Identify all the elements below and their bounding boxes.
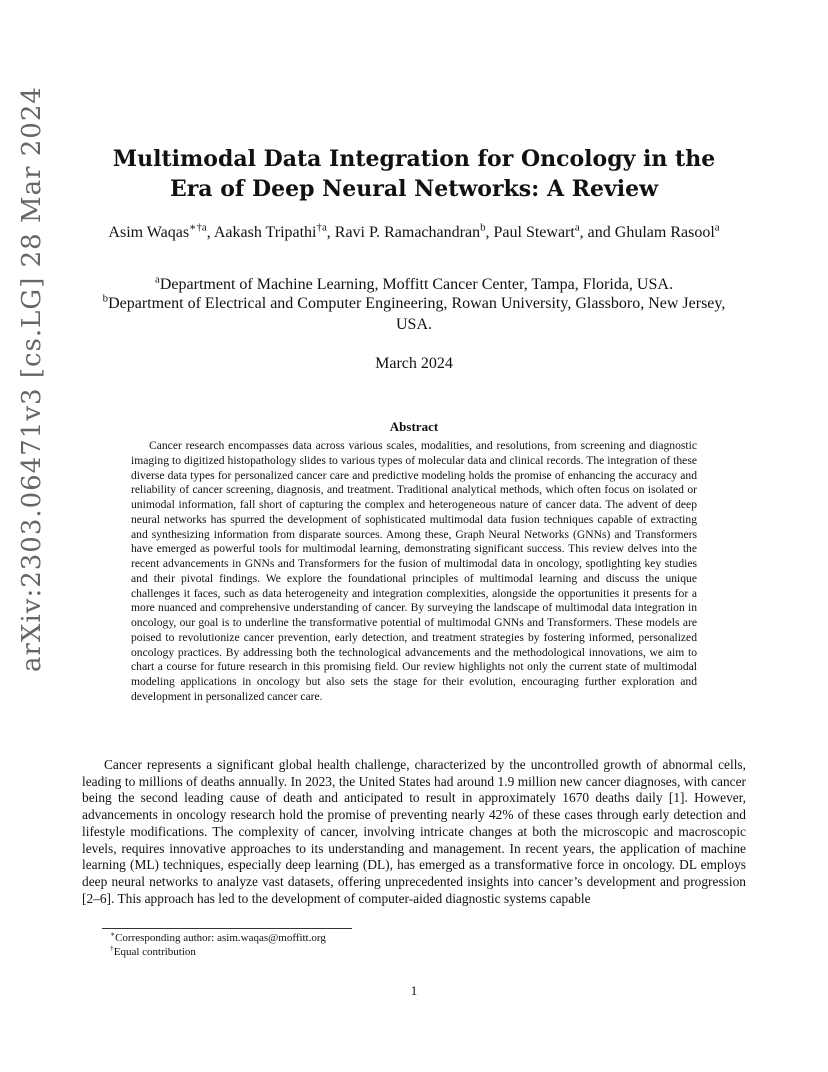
author-affiliation-mark: †a xyxy=(316,221,327,234)
author-name: Ravi P. Ramachandran xyxy=(334,224,481,241)
author-affiliation-mark: a xyxy=(714,221,720,234)
author-name: Paul Stewart xyxy=(493,224,575,241)
abstract-heading: Abstract xyxy=(389,419,439,434)
footnote-mark: † xyxy=(110,943,114,953)
affiliation-a xyxy=(90,274,738,295)
author-affiliation-mark: b xyxy=(480,221,486,234)
footnote-divider xyxy=(102,928,352,929)
author-list xyxy=(90,222,738,243)
author-affiliation-mark: a xyxy=(574,221,580,234)
footnote-text: Corresponding author: asim.waqas@moffitt.org xyxy=(115,932,326,944)
affiliation-mark: b xyxy=(102,292,109,305)
author-name: Asim Waqas xyxy=(108,224,190,241)
paper-title: Multimodal Data Integration for Oncology in the Era of Deep Neural Networks: A Review xyxy=(112,146,716,202)
author-separator: , xyxy=(206,224,214,241)
affiliation-text: Department of Machine Learning, Moffitt Cancer Center, Tampa, Florida, USA. xyxy=(159,276,673,293)
affiliation-b xyxy=(90,293,738,335)
footnote-equal-contribution xyxy=(110,945,326,959)
arxiv-identifier: arXiv:2303.06471v3 [cs.LG] 28 Mar 2024 xyxy=(17,86,47,672)
author-name: Aakash Tripathi xyxy=(213,224,317,241)
abstract-text: Cancer research encompasses data across various scales, modalities, and resolutions, from screening and diagnostic imaging to digitized histopathology slides to various types of molecular data and clinical records. The integration of these diverse data types for personalized cancer care and predictive modeling holds the promise of enhancing the accuracy and reliability of cancer screening, diagnosis, and treatment. Traditional analytical methods, which often focus on isolated or unimodal information, fall short of capturing the complex and heterogeneous nature of cancer data. The advent of deep neural networks has spurred the development of sophisticated multimodal data fusion techniques capable of extracting and synthesizing information from disparate sources. Among these, Graph Neural Networks (GNNs) and Transformers have emerged as powerful tools for multimodal learning, demonstrating significant success. This review delves into the recent advancements in GNNs and Transformers for the fusion of multimodal data in oncology, spotlighting key studies and their pivotal findings. We explore the foundational principles of multimodal learning and discuss the unique challenges it faces, such as data heterogeneity and integration complexities, alongside the opportunities it presents for a more nuanced and comprehensive understanding of cancer. By surveying the landscape of multimodal data integration in oncology, our goal is to underline the transformative potential of multimodal GNNs and Transformers. These models are poised to revolutionize cancer prevention, early detection, and treatment strategies by fostering informed, personalized oncology practices. By addressing both the technological advancements and the methodological innovations, we aim to chart a course for future research in this promising field. Our review highlights not only the current state of multimodal modeling applications in oncology but also sets the stage for their evolution, encouraging further exploration and development in personalized cancer care. xyxy=(131,439,697,703)
author-affiliation-mark: ∗†a xyxy=(189,221,207,234)
author-separator: , xyxy=(326,224,335,241)
introduction-paragraph: Cancer represents a significant global health challenge, characterized by the uncontrolled growth of abnormal cells, leading to millions of deaths annually. In 2023, the United States had around 1.9 million new cancer diagnoses, with cancer being the second leading cause of death and anticipated to result in approximately 1670 deaths daily [1]. However, advancements in oncology research hold the promise of preventing nearly 42% of these cases through early detection and lifestyle modifications. The complexity of cancer, involving intricate changes at both the microscopic and macroscopic levels, requires innovative approaches to its understanding and management. In recent years, the application of machine learning (ML) techniques, especially deep learning (DL), has emerged as a transformative force in oncology. DL employs deep neural networks to analyze vast datasets, offering unprecedented insights into cancer’s development and progression [2–6]. This approach has led to the development of computer-aided diagnostic systems capable xyxy=(82,757,746,906)
affiliation-text: Department of Electrical and Computer Engineering, Rowan University, Glassboro, New Jersey, USA. xyxy=(108,295,726,333)
footnote-mark: ∗ xyxy=(110,929,116,939)
page-number: 1 xyxy=(410,983,418,998)
author-separator: , xyxy=(485,224,494,241)
publication-date: March 2024 xyxy=(375,355,453,372)
author-name: Ghulam Rasool xyxy=(614,224,715,241)
footnote-text: Equal contribution xyxy=(113,946,196,958)
footnote-corresponding-author xyxy=(110,931,326,945)
footnotes xyxy=(110,931,326,959)
author-separator: , and xyxy=(579,224,615,241)
affiliation-mark: a xyxy=(155,273,160,286)
